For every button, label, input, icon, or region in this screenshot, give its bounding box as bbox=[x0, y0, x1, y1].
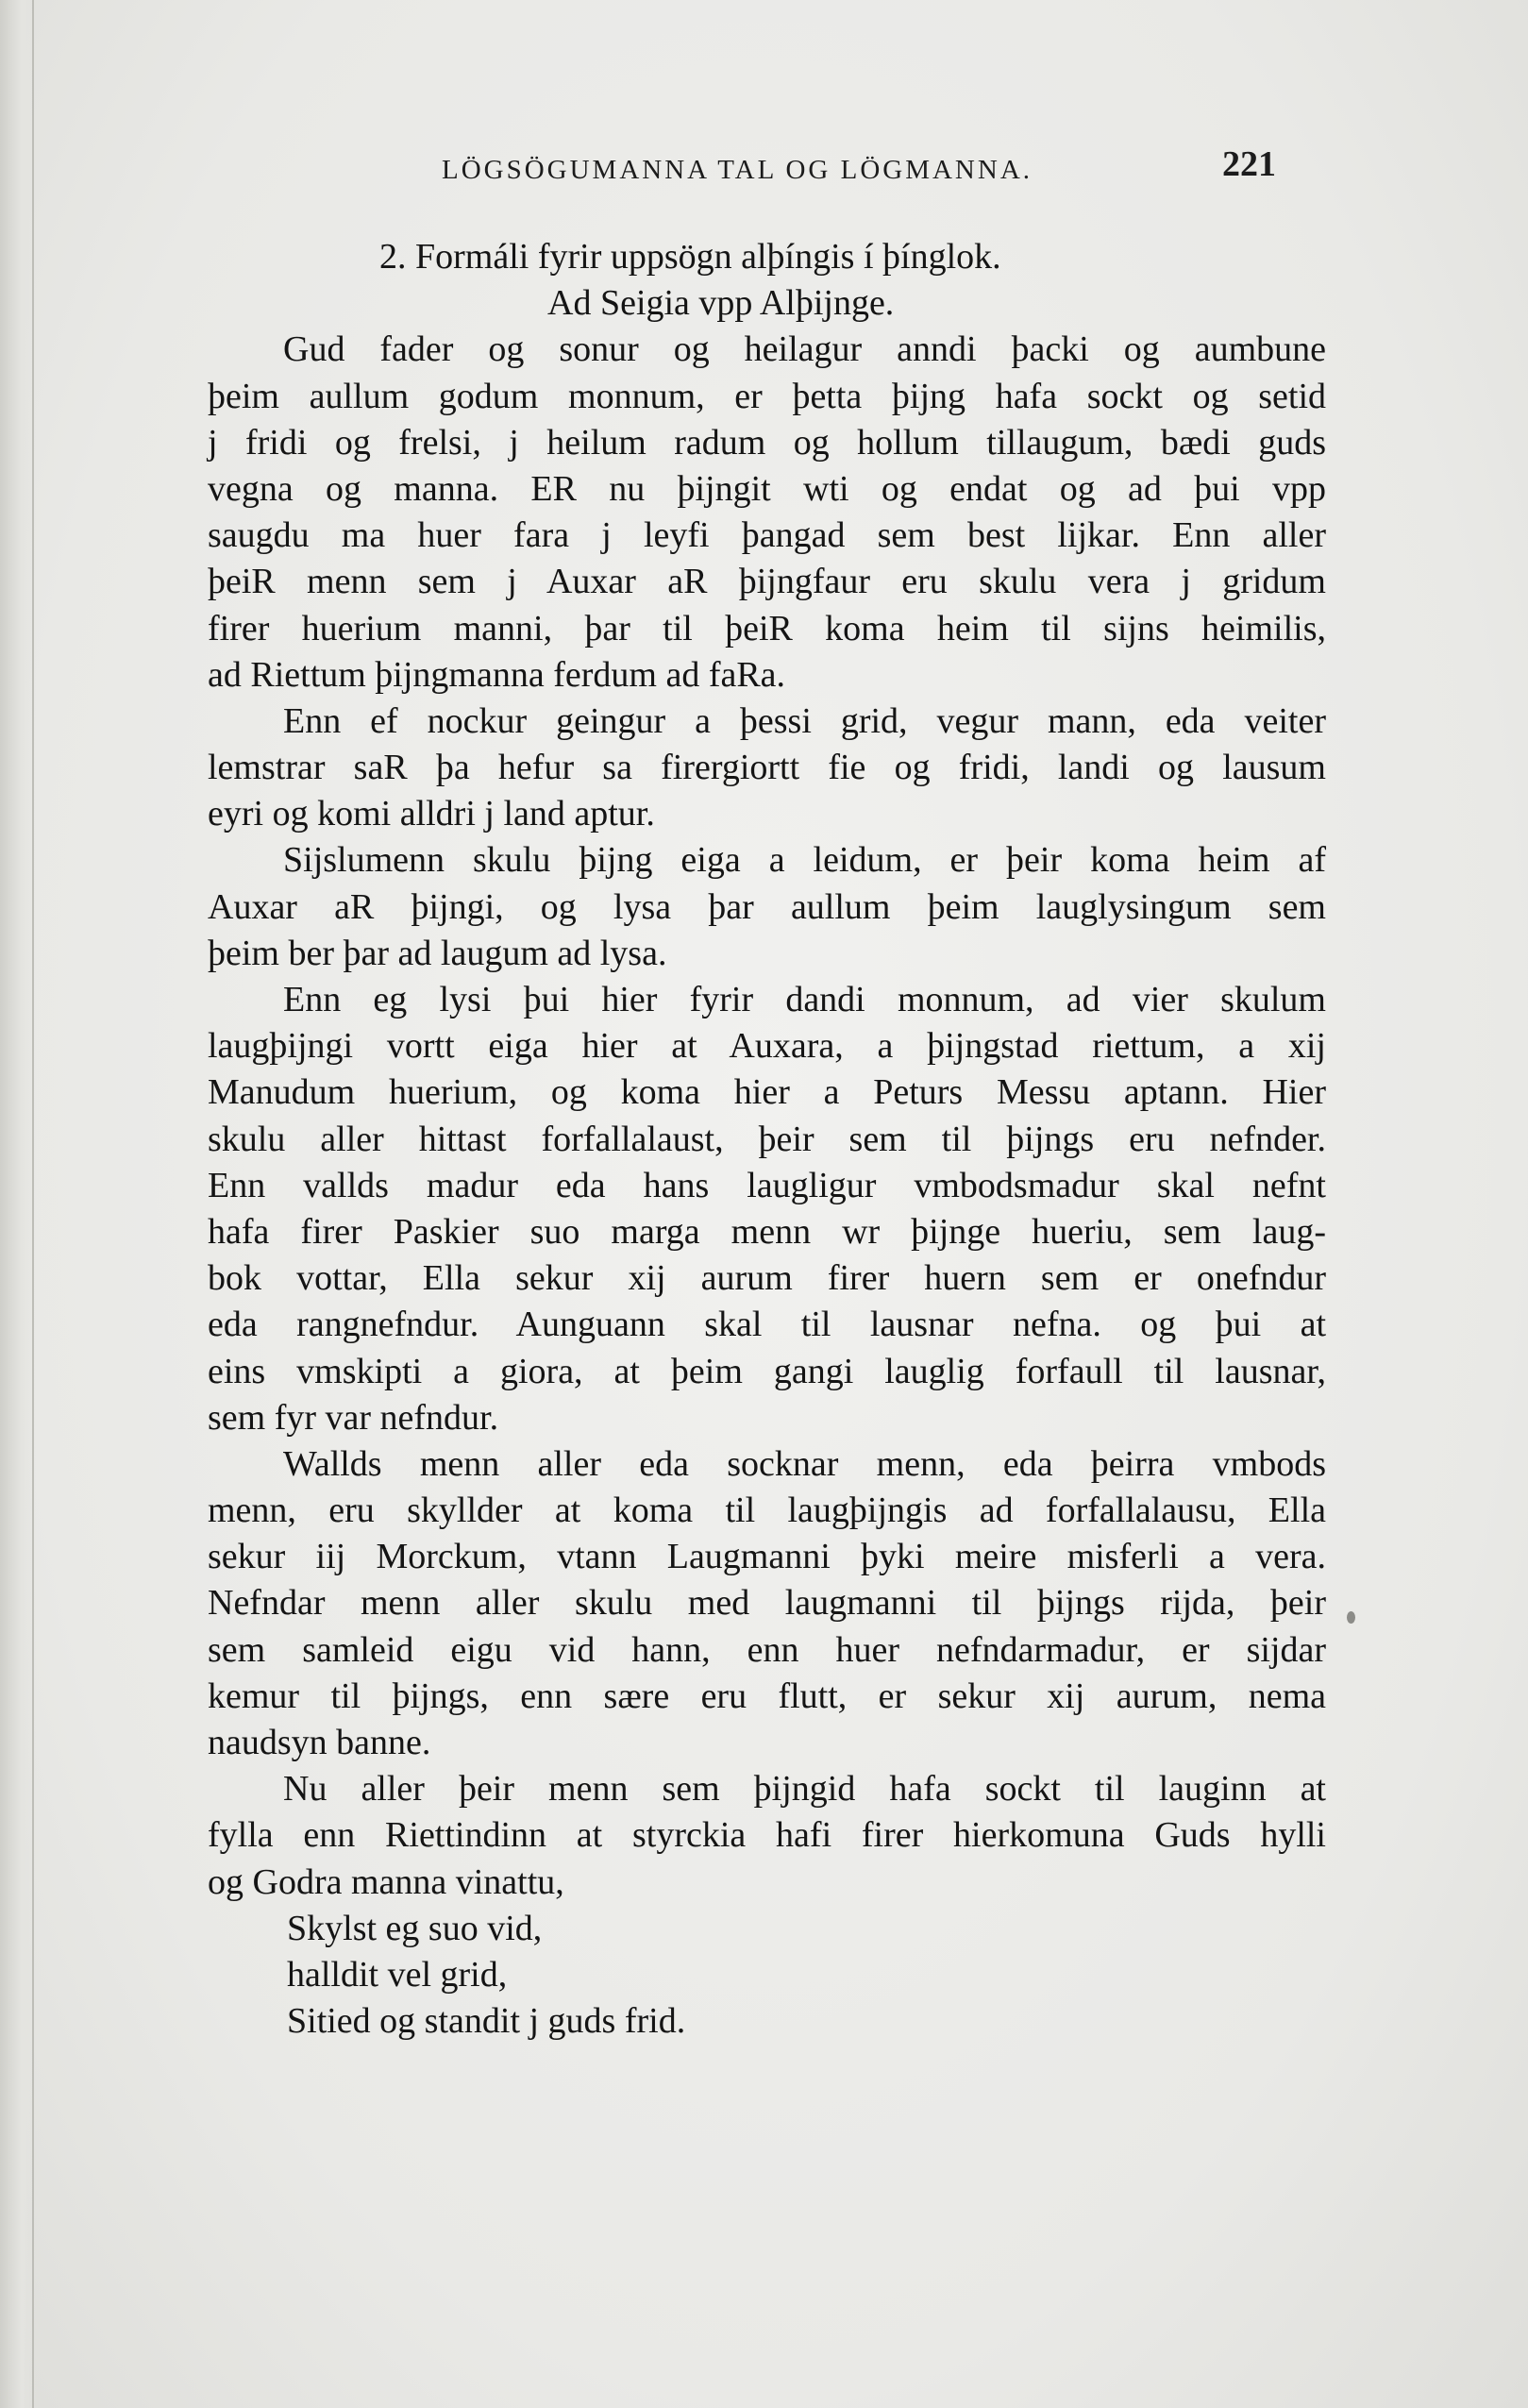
verse-line: Sitied og standit j guds frid. bbox=[287, 2001, 686, 2042]
text-line: menn, eru skyllder at koma til laugþijngis ad forfallalausu, Ella bbox=[208, 1490, 1326, 1531]
section-subtitle: Ad Seigia vpp Alþijnge. bbox=[547, 283, 895, 324]
text-line: Enn eg lysi þui hier fyrir dandi monnum, ad vier skulum bbox=[283, 980, 1326, 1019]
text-line: Auxar aR þijngi, og lysa þar aullum þeim lauglysingum sem bbox=[208, 886, 1326, 927]
running-head: LÖGSÖGUMANNA TAL OG LÖGMANNA. bbox=[442, 155, 1033, 185]
text-line: lemstrar saR þa hefur sa firergiortt fie og fridi, landi og lausum bbox=[208, 748, 1326, 788]
text-line: vegna og manna. ER nu þijngit wti og endat og ad þui vpp bbox=[208, 468, 1326, 509]
text-line: laugþijngi vortt eiga hier at Auxara, a þijngstad riettum, a xij bbox=[208, 1026, 1326, 1067]
body-text bbox=[208, 234, 1326, 2045]
ink-speck bbox=[1347, 1611, 1355, 1624]
text-line: j fridi og frelsi, j heilum radum og hollum tillaugum, bædi guds bbox=[208, 422, 1326, 463]
text-line: sem samleid eigu vid hann, enn huer nefndarmadur, er sijdar bbox=[208, 1629, 1326, 1670]
text-line: Nefndar menn aller skulu med laugmanni til þijngs rijda, þeir bbox=[208, 1583, 1326, 1624]
text-line: firer huerium manni, þar til þeiR koma heim til sijns heimilis, bbox=[208, 608, 1326, 648]
text-line: eda rangnefndur. Aunguann skal til lausnar nefna. og þui at bbox=[208, 1305, 1326, 1345]
verse-line: Skylst eg suo vid, bbox=[287, 1908, 543, 1948]
text-line: eins vmskipti a giora, at þeim gangi lauglig forfaull til lausnar, bbox=[208, 1351, 1326, 1391]
text-line: saugdu ma huer fara j leyfi þangad sem best lijkar. Enn aller bbox=[208, 515, 1326, 556]
text-line: Gud fader og sonur og heilagur anndi þacki og aumbune bbox=[283, 329, 1326, 370]
text-line: Enn vallds madur eda hans laugligur vmbodsmadur skal nefnt bbox=[208, 1165, 1326, 1205]
text-line: Wallds menn aller eda socknar menn, eda þeirra vmbods bbox=[283, 1443, 1326, 1484]
text-line: ad Riettum þijngmanna ferdum ad faRa. bbox=[208, 654, 786, 695]
text-line: hafa firer Paskier suo marga menn wr þijnge hueriu, sem laug- bbox=[208, 1211, 1326, 1252]
text-line: Manudum huerium, og koma hier a Peturs Messu aptann. Hier bbox=[208, 1072, 1326, 1113]
text-line: eyri og komi alldri j land aptur. bbox=[208, 794, 655, 834]
text-line: sekur iij Morckum, vtann Laugmanni þyki meire misferli a vera. bbox=[208, 1537, 1326, 1577]
text-line: þeim ber þar ad laugum ad lysa. bbox=[208, 933, 667, 973]
text-line: bok vottar, Ella sekur xij aurum firer huern sem er onefndur bbox=[208, 1258, 1326, 1299]
text-line: kemur til þijngs, enn sære eru flutt, er sekur xij aurum, nema bbox=[208, 1675, 1326, 1716]
verse-line: halldit vel grid, bbox=[287, 1954, 508, 1995]
text-line: fylla enn Riettindinn at styrckia hafi firer hierkomuna Guds hylli bbox=[208, 1815, 1326, 1856]
text-line: Nu aller þeir menn sem þijngid hafa sockt til lauginn at bbox=[283, 1769, 1326, 1810]
text-line: Enn ef nockur geingur a þessi grid, vegur mann, eda veiter bbox=[283, 700, 1326, 741]
section-title: 2. Formáli fyrir uppsögn alþíngis í þínglok. bbox=[379, 237, 1001, 277]
text-line: skulu aller hittast forfallalaust, þeir sem til þijngs eru nefnder. bbox=[208, 1119, 1326, 1159]
text-line: þeiR menn sem j Auxar aR þijngfaur eru skulu vera j gridum bbox=[208, 562, 1326, 602]
page-header bbox=[208, 143, 1284, 200]
text-line: naudsyn banne. bbox=[208, 1723, 431, 1762]
text-line: þeim aullum godum monnum, er þetta þijng hafa sockt og setid bbox=[208, 376, 1326, 416]
text-line: Sijslumenn skulu þijng eiga a leidum, er þeir koma heim af bbox=[283, 840, 1326, 881]
page-number: 221 bbox=[1222, 144, 1276, 184]
page-gutter-line bbox=[32, 0, 34, 2408]
text-line: sem fyr var nefndur. bbox=[208, 1397, 499, 1438]
text-line: og Godra manna vinattu, bbox=[208, 1861, 564, 1902]
page-spine-shadow bbox=[0, 0, 36, 2408]
